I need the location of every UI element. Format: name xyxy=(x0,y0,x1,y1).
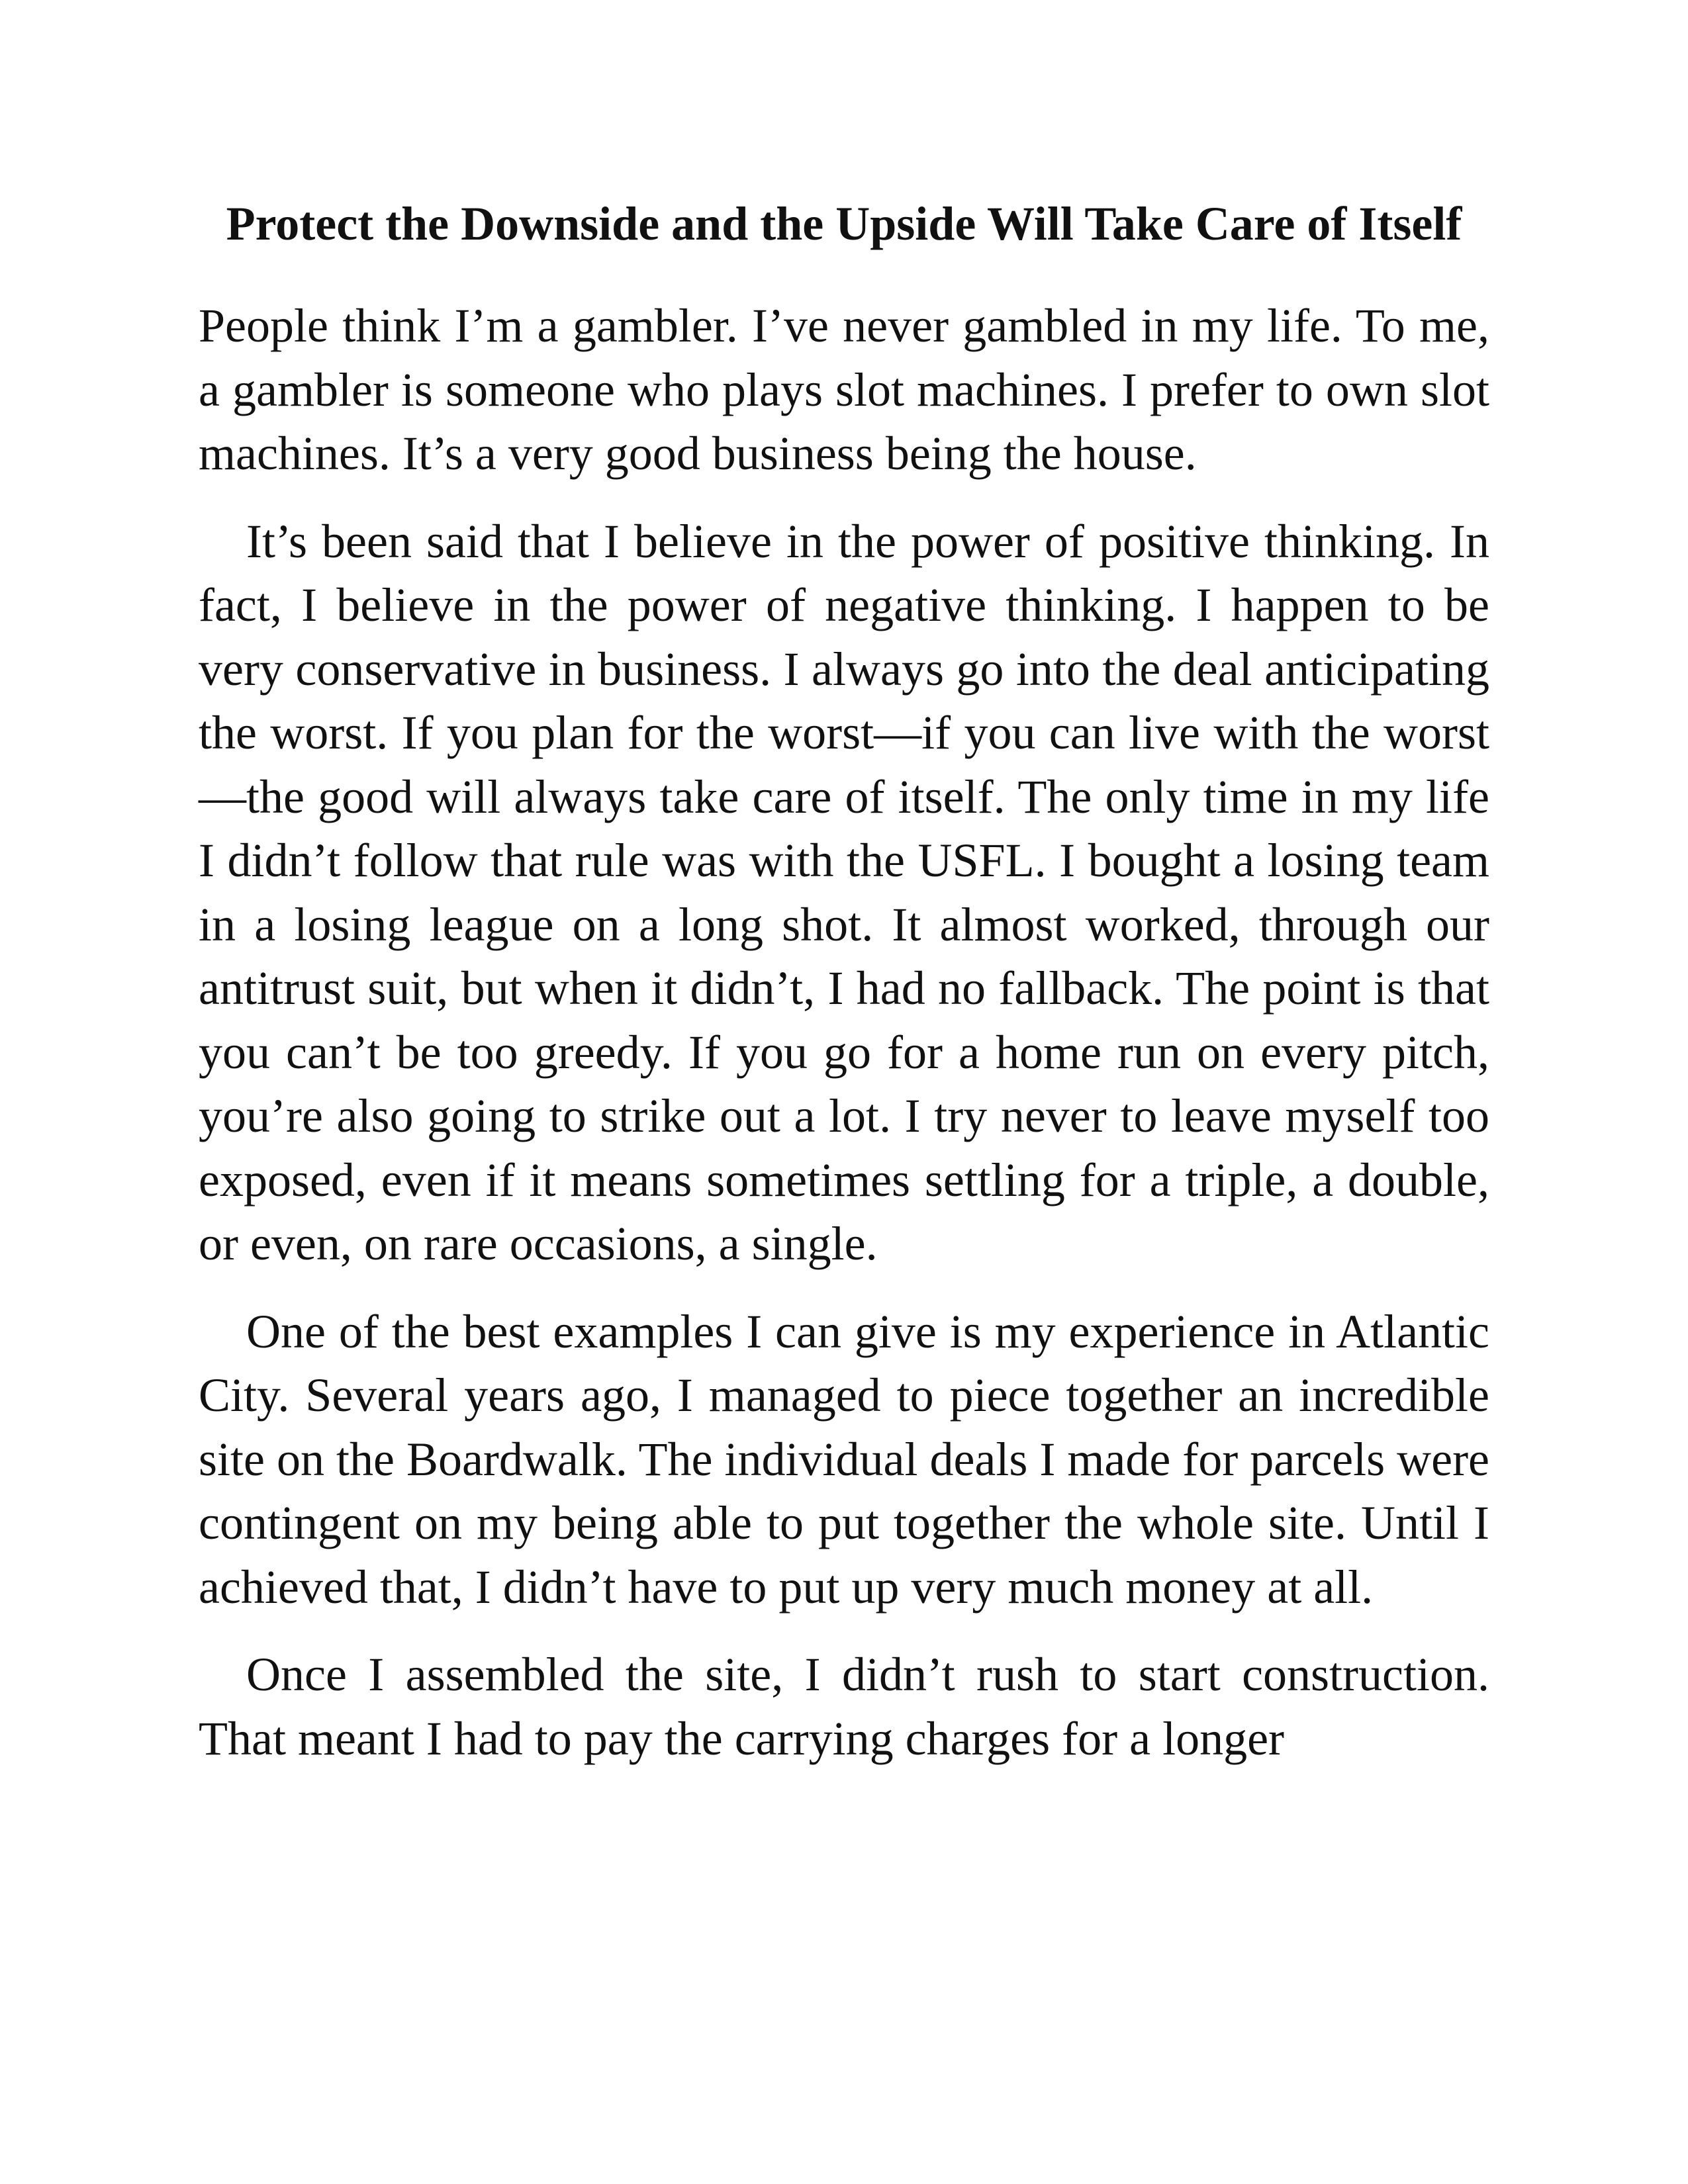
page-title: Protect the Downside and the Upside Will Take Care of Itself xyxy=(226,197,1462,250)
paragraph-2: It’s been said that I believe in the power of positive thinking. In fact, I believe in the power of negative thinking. I happen to be very conservative in business. I always go into the deal anticipating the worst. If you plan for the worst—if you can live with the worst—the good will always take care of itself. The only time in my life I didn’t follow that rule was with the USFL. I bought a losing team in a losing league on a long shot. It almost worked, through our antitrust suit, but when it didn’t, I had no fallback. The point is that you can’t be too greedy. If you go for a home run on every pitch, you’re also going to strike out a lot. I try never to leave myself too exposed, even if it means sometimes settling for a triple, a double, or even, on rare occasions, a single. xyxy=(199,514,1489,1270)
paragraph-4: Once I assembled the site, I didn’t rush to start construction. That meant I had to pay the carrying charges for a longer xyxy=(199,1648,1489,1765)
document-page xyxy=(199,192,1489,1794)
paragraph-3: One of the best examples I can give is my experience in Atlantic City. Several years ago, I managed to piece together an incredible site on the Boardwalk. The individual deals I made for parcels were contingent on my being able to put together the whole site. Until I achieved that, I didn’t have to put up very much money at all. xyxy=(199,1304,1490,1614)
paragraph-1: People think I’m a gambler. I’ve never gambled in my life. To me, a gambler is someone who plays slot machines. I prefer to own slot machines. It’s a very good business being the house. xyxy=(199,299,1489,480)
